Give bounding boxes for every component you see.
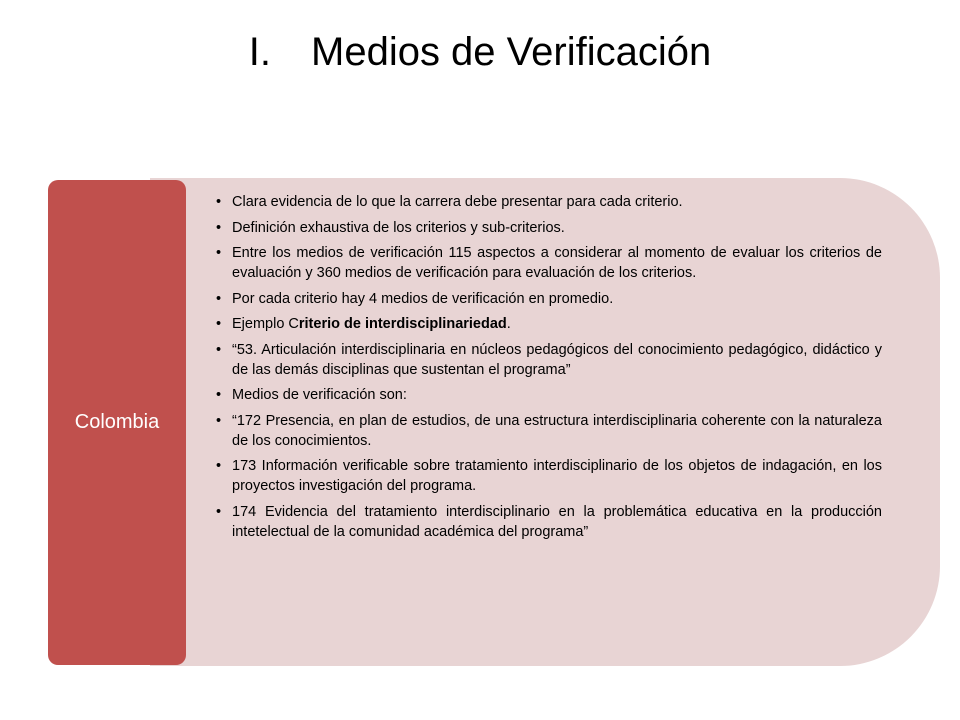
list-item: • 174 Evidencia del tratamiento interdisciplinario en la problemática educativa en la producción intetelectual de la comunidad académica del programa” (216, 502, 882, 542)
list-item: • Clara evidencia de lo que la carrera debe presentar para cada criterio. (216, 192, 882, 212)
list-item: • “53. Articulación interdisciplinaria en núcleos pedagógicos del conocimiento pedagógico, didáctico y de las demás disciplinas que sustentan el programa” (216, 340, 882, 380)
slide-title (0, 30, 960, 75)
list-item: • “172 Presencia, en plan de estudios, de una estructura interdisciplinaria coherente con la naturaleza de los conocimientos. (216, 411, 882, 451)
list-item: • Entre los medios de verificación 115 aspectos a considerar al momento de evaluar los criterios de evaluación y 360 medios de verificación para evaluación de los criterios. (216, 243, 882, 283)
example-prefix: Ejemplo C (232, 316, 299, 332)
list-item-example (216, 314, 882, 334)
example-criterion: riterio de interdisciplinariedad (298, 316, 507, 332)
country-label: Colombia (74, 411, 160, 433)
title-text: Medios de Verificación (311, 30, 712, 74)
list-item: • Por cada criterio hay 4 medios de verificación en promedio. (216, 289, 882, 309)
list-item: • 173 Información verificable sobre tratamiento interdisciplinario de los objetos de indagación, en los proyectos investigación del programa. (216, 456, 882, 496)
example-suffix: . (506, 316, 511, 332)
list-item: • Medios de verificación son: (216, 385, 882, 405)
bullet-list (216, 192, 882, 547)
country-label-box (48, 180, 186, 665)
title-number: I. (248, 30, 271, 74)
list-item: • Definición exhaustiva de los criterios y sub-criterios. (216, 218, 882, 238)
